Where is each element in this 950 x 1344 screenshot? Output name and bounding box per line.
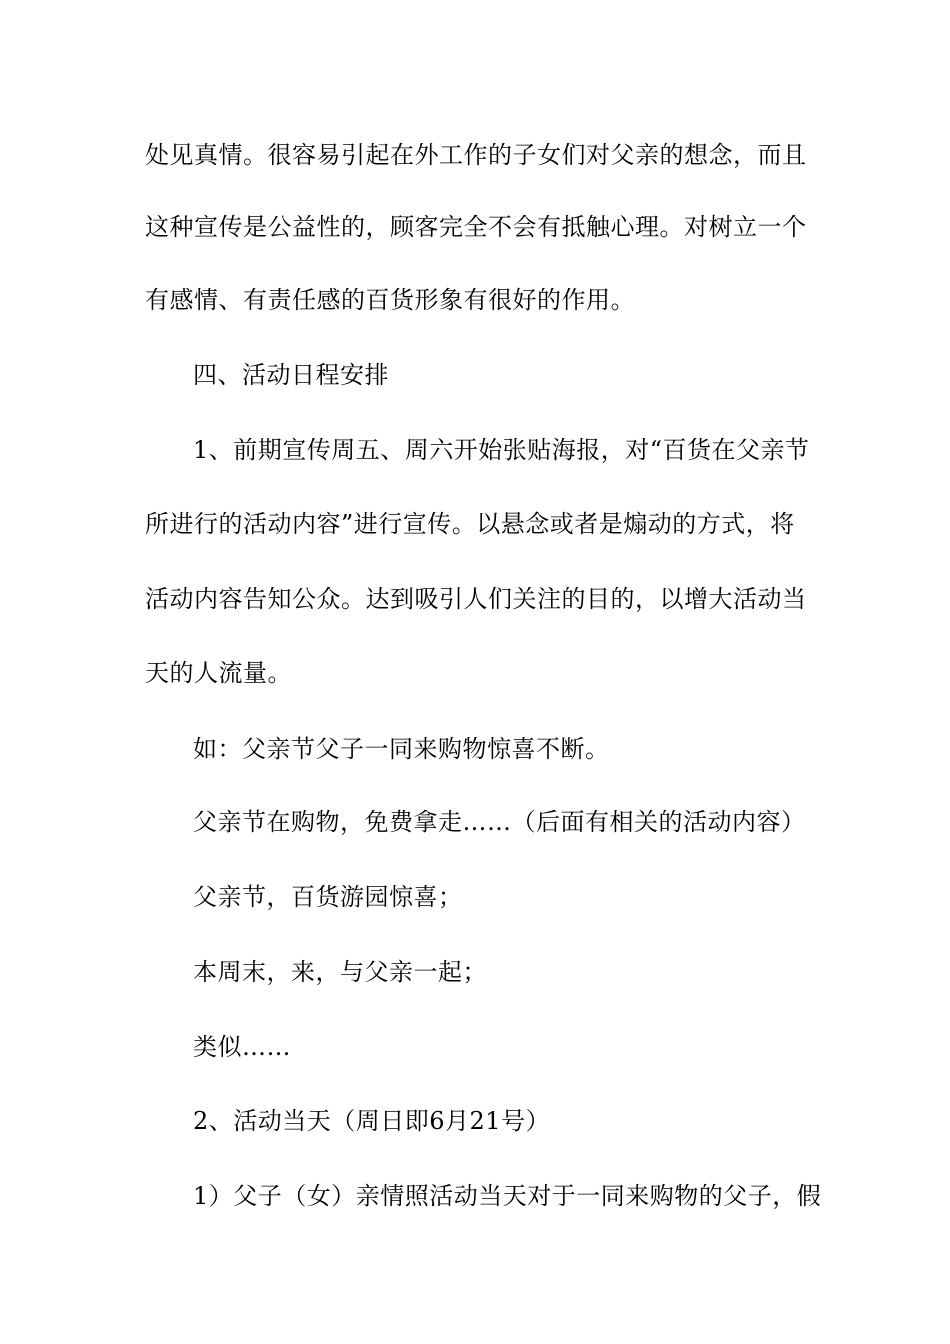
section-heading: 2、活动当天（周日即6月21号） <box>193 1107 551 1135</box>
paragraph-line: 本周末，来，与父亲一起； <box>193 958 487 986</box>
paragraph-line: 如：父亲节父子一同来购物惊喜不断。 <box>193 735 610 763</box>
paragraph-line: 1、前期宣传周五、周六开始张贴海报，对“百货在父亲节 <box>193 436 810 464</box>
paragraph-line: 父亲节在购物，免费拿走……（后面有相关的活动内容） <box>193 808 806 836</box>
paragraph-line: 1）父子（女）亲情照活动当天对于一同来购物的父子，假 <box>193 1182 822 1210</box>
section-heading: 四、活动日程安排 <box>193 361 389 389</box>
paragraph-line: 所进行的活动内容”进行宣传。以悬念或者是煽动的方式，将 <box>145 510 795 538</box>
paragraph-line: 这种宣传是公益性的，顾客完全不会有抵触心理。对树立一个 <box>145 213 807 241</box>
paragraph-line: 活动内容告知公众。达到吸引人们关注的目的，以增大活动当 <box>145 585 807 613</box>
paragraph-line: 处见真情。很容易引起在外工作的子女们对父亲的想念，而且 <box>145 141 807 169</box>
paragraph-line: 天的人流量。 <box>145 659 292 687</box>
paragraph-line: 父亲节，百货游园惊喜； <box>193 883 463 911</box>
paragraph-line: 类似…… <box>193 1033 291 1061</box>
paragraph-line: 有感情、有责任感的百货形象有很好的作用。 <box>145 286 635 314</box>
